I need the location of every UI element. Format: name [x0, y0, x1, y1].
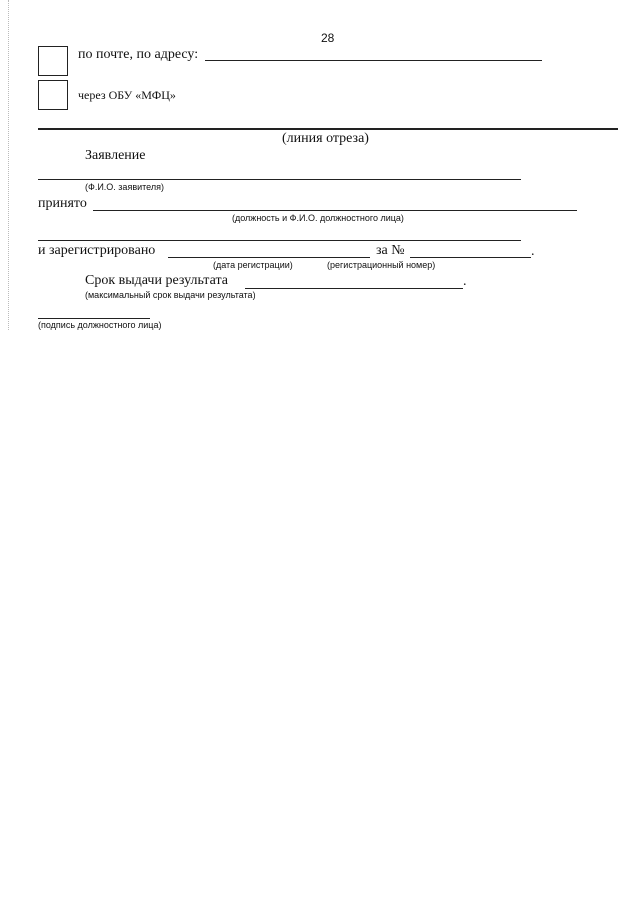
registered-label: и зарегистрировано: [38, 243, 156, 258]
mail-address-line[interactable]: [205, 60, 542, 61]
cut-line-label: (линия отреза): [282, 131, 369, 146]
mfc-option-label: через ОБУ «МФЦ»: [78, 88, 176, 102]
signature-caption: (подпись должностного лица): [38, 320, 162, 330]
deadline-caption: (максимальный срок выдачи результата): [85, 290, 256, 300]
signature-line[interactable]: [38, 318, 150, 319]
scan-edge: [8, 0, 9, 330]
deadline-period: .: [463, 274, 467, 289]
mail-option-checkbox[interactable]: [38, 46, 68, 76]
period: .: [531, 244, 535, 259]
registration-number-line[interactable]: [410, 257, 531, 258]
registration-date-line[interactable]: [168, 257, 370, 258]
official-line-continued[interactable]: [38, 240, 521, 241]
accepted-label: принято: [38, 196, 87, 211]
mfc-option-checkbox[interactable]: [38, 80, 68, 110]
page-number: 28: [321, 31, 335, 45]
applicant-name-line[interactable]: [38, 179, 521, 180]
deadline-line[interactable]: [245, 288, 463, 289]
deadline-label: Срок выдачи результата: [85, 273, 228, 288]
official-caption: (должность и Ф.И.О. должностного лица): [232, 213, 404, 223]
mail-option-label: по почте, по адресу:: [78, 47, 199, 62]
official-line[interactable]: [93, 210, 577, 211]
applicant-caption: (Ф.И.О. заявителя): [85, 182, 164, 192]
receipt-title: Заявление: [85, 148, 146, 163]
cut-line: [38, 128, 618, 130]
registration-number-caption: (регистрационный номер): [327, 260, 436, 270]
registration-number-label: за №: [376, 243, 405, 258]
registration-date-caption: (дата регистрации): [213, 260, 293, 270]
